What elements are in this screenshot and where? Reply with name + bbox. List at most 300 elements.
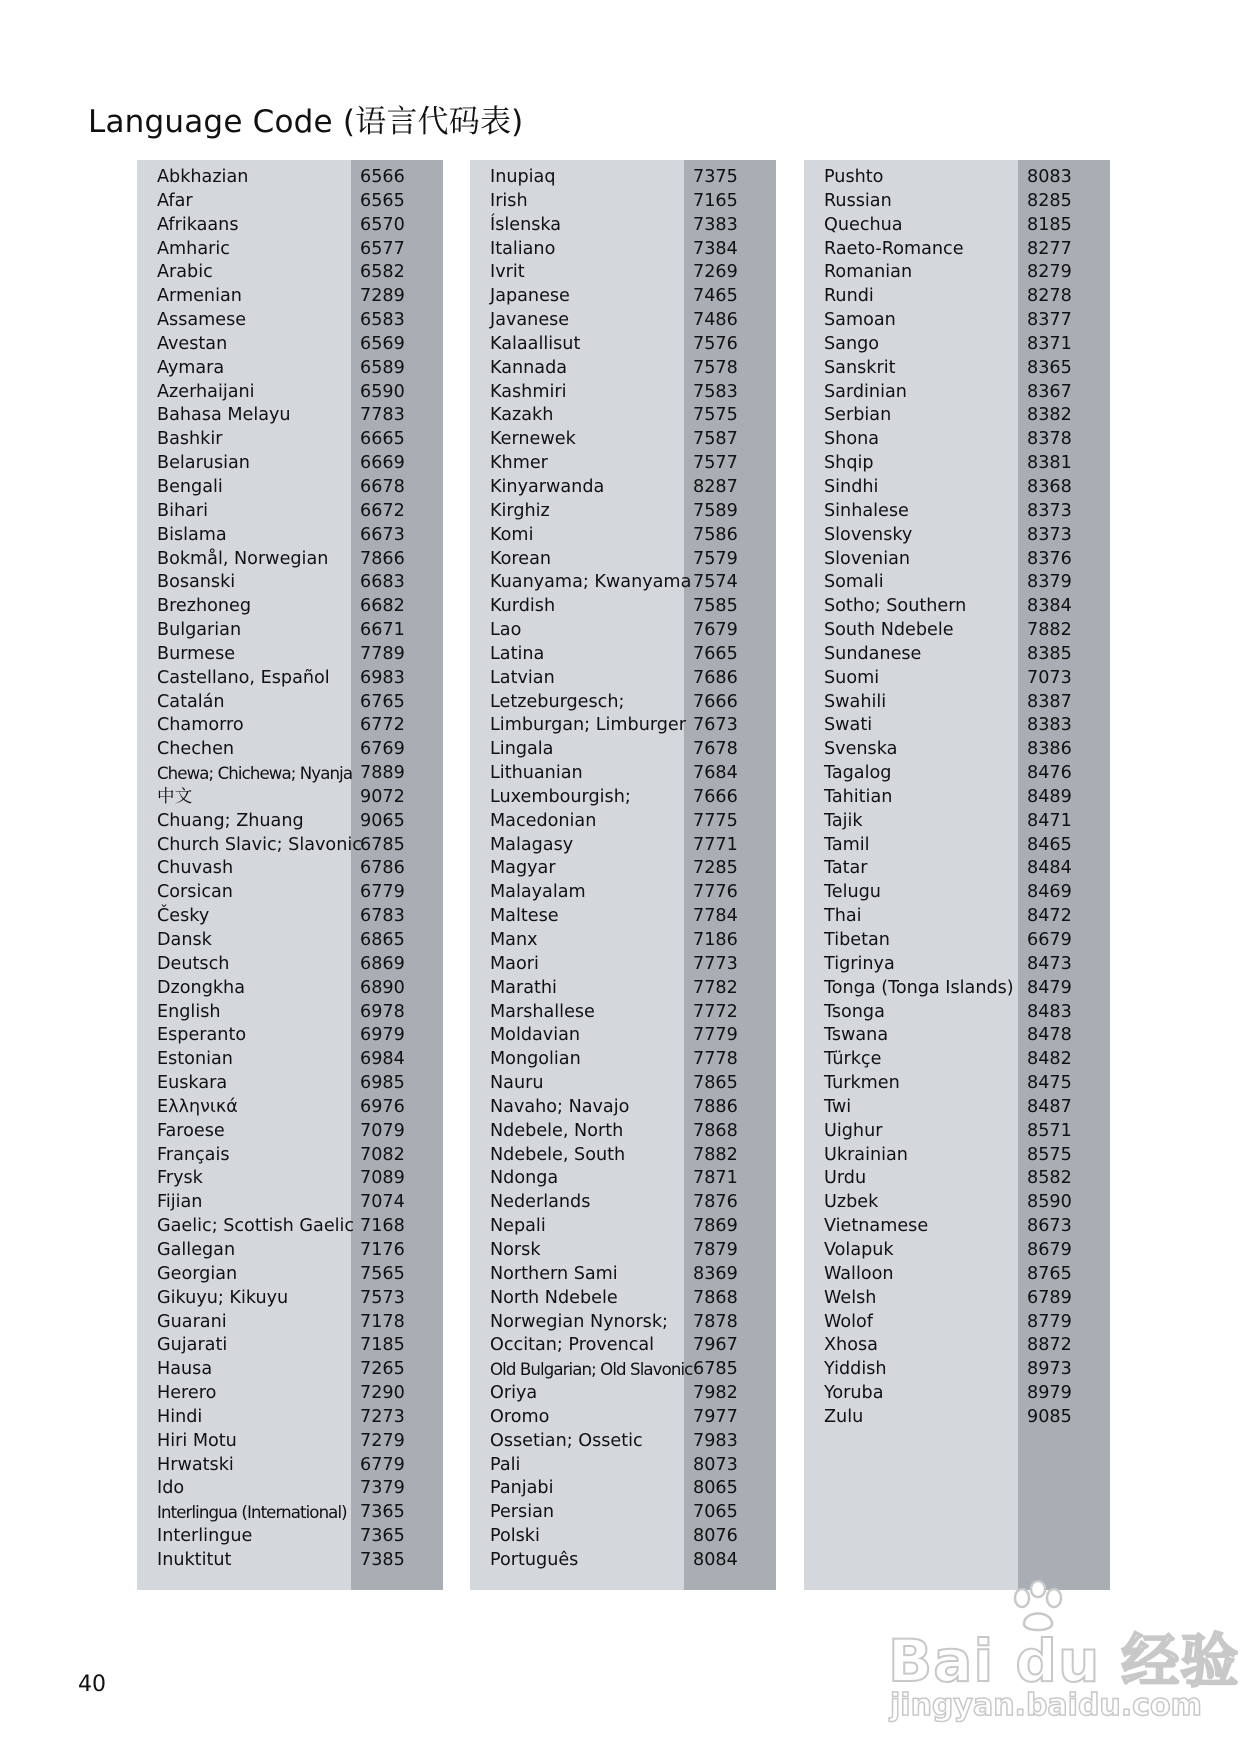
language-name: Suomi bbox=[824, 667, 880, 688]
language-name: Ndebele, South bbox=[490, 1144, 626, 1165]
language-code: 7186 bbox=[693, 930, 738, 950]
language-row bbox=[804, 857, 1110, 881]
language-name: Dzongkha bbox=[157, 977, 245, 998]
language-code: 8285 bbox=[1027, 190, 1072, 211]
language-code: 7889 bbox=[360, 763, 405, 784]
language-row bbox=[804, 714, 1110, 738]
language-name: Svenska bbox=[824, 739, 898, 760]
language-name: Sango bbox=[824, 333, 880, 354]
language-code: 8473 bbox=[1027, 953, 1072, 974]
language-row bbox=[137, 1525, 443, 1549]
language-row bbox=[470, 1144, 776, 1168]
language-code: 7772 bbox=[693, 1001, 738, 1022]
language-row bbox=[470, 452, 776, 476]
language-code: 7784 bbox=[693, 906, 738, 927]
language-name: Gujarati bbox=[157, 1335, 228, 1356]
language-name: Arabic bbox=[157, 262, 213, 283]
language-name: Quechua bbox=[824, 214, 903, 235]
language-code: 8073 bbox=[693, 1454, 738, 1475]
language-code: 7178 bbox=[360, 1311, 405, 1332]
language-row bbox=[470, 786, 776, 810]
language-code: 6590 bbox=[360, 381, 405, 402]
language-code: 8373 bbox=[1027, 500, 1072, 521]
language-name: Moldavian bbox=[490, 1025, 581, 1046]
language-code: 7684 bbox=[693, 763, 738, 784]
language-row bbox=[470, 524, 776, 548]
language-code: 6779 bbox=[360, 882, 405, 903]
language-name: Bahasa Melayu bbox=[157, 405, 291, 426]
language-row bbox=[804, 762, 1110, 786]
language-row bbox=[470, 381, 776, 405]
language-name: Kalaallisut bbox=[490, 333, 581, 354]
language-code: 7589 bbox=[693, 500, 738, 521]
language-name: Occitan; Provencal bbox=[490, 1335, 655, 1356]
language-code: 7573 bbox=[360, 1287, 405, 1308]
language-name: Samoan bbox=[824, 310, 896, 331]
language-row bbox=[137, 1215, 443, 1239]
language-row bbox=[137, 762, 443, 786]
language-row bbox=[804, 404, 1110, 428]
language-code: 6566 bbox=[360, 167, 405, 187]
language-row bbox=[137, 1024, 443, 1048]
language-name: Abkhazian bbox=[157, 167, 249, 187]
language-name: Romanian bbox=[824, 262, 913, 283]
language-code: 8279 bbox=[1027, 262, 1072, 283]
language-name: Chechen bbox=[157, 739, 235, 760]
language-code: 8979 bbox=[1027, 1383, 1072, 1404]
language-row bbox=[470, 1024, 776, 1048]
language-code: 7871 bbox=[693, 1168, 738, 1189]
language-row bbox=[470, 1334, 776, 1358]
language-code: 7666 bbox=[693, 786, 738, 807]
language-name: Nederlands bbox=[490, 1192, 591, 1213]
language-name: Ndonga bbox=[490, 1168, 559, 1189]
language-row bbox=[137, 667, 443, 691]
language-row bbox=[137, 1144, 443, 1168]
language-code: 6673 bbox=[360, 524, 405, 545]
language-code: 6769 bbox=[360, 739, 405, 760]
language-name: Irish bbox=[490, 190, 528, 211]
language-name: Sundanese bbox=[824, 643, 922, 664]
language-row bbox=[804, 834, 1110, 858]
language-name: Amharic bbox=[157, 238, 230, 259]
language-code: 8478 bbox=[1027, 1025, 1072, 1046]
language-row bbox=[137, 643, 443, 667]
language-name: Turkmen bbox=[824, 1073, 900, 1094]
language-row bbox=[137, 691, 443, 715]
language-row bbox=[804, 1287, 1110, 1311]
language-name: Norsk bbox=[490, 1239, 541, 1260]
language-code: 7673 bbox=[693, 715, 738, 736]
language-row bbox=[804, 1096, 1110, 1120]
language-code: 8287 bbox=[693, 476, 738, 497]
language-row bbox=[470, 548, 776, 572]
language-code: 8386 bbox=[1027, 739, 1072, 760]
language-code: 7065 bbox=[693, 1502, 738, 1523]
language-code: 8482 bbox=[1027, 1049, 1072, 1070]
language-name: Panjabi bbox=[490, 1478, 554, 1499]
language-name: Bulgarian bbox=[157, 620, 242, 641]
language-row bbox=[470, 1501, 776, 1525]
language-row bbox=[804, 524, 1110, 548]
language-name: Thai bbox=[824, 906, 862, 927]
language-code: 6582 bbox=[360, 262, 405, 283]
language-row bbox=[137, 1334, 443, 1358]
language-row bbox=[470, 1048, 776, 1072]
language-name: Castellano, Español bbox=[157, 667, 330, 688]
baidu-jingyan-watermark bbox=[880, 1580, 1240, 1730]
language-code: 7375 bbox=[693, 167, 738, 187]
language-code: 7577 bbox=[693, 453, 738, 474]
language-row bbox=[804, 1072, 1110, 1096]
language-code: 9065 bbox=[360, 810, 405, 831]
language-row bbox=[804, 953, 1110, 977]
language-code: 7583 bbox=[693, 381, 738, 402]
language-code: 8278 bbox=[1027, 286, 1072, 307]
language-name: Kurdish bbox=[490, 596, 556, 617]
language-row bbox=[470, 1072, 776, 1096]
language-code: 7679 bbox=[693, 620, 738, 641]
language-name: Nepali bbox=[490, 1216, 546, 1237]
language-code: 7269 bbox=[693, 262, 738, 283]
language-row bbox=[804, 476, 1110, 500]
language-row bbox=[137, 1096, 443, 1120]
language-row bbox=[470, 166, 776, 190]
language-name: Luxembourgish; bbox=[490, 786, 631, 807]
language-name: Khmer bbox=[490, 453, 548, 474]
language-row bbox=[470, 1167, 776, 1191]
language-code: 8571 bbox=[1027, 1120, 1072, 1141]
language-name: Ossetian; Ossetic bbox=[490, 1430, 643, 1451]
language-row bbox=[804, 357, 1110, 381]
language-code: 8673 bbox=[1027, 1216, 1072, 1237]
language-name: Dansk bbox=[157, 930, 212, 950]
language-row bbox=[470, 1191, 776, 1215]
language-name: Inupiaq bbox=[490, 167, 556, 187]
language-code: 8679 bbox=[1027, 1239, 1072, 1260]
language-name: Ivrit bbox=[490, 262, 525, 283]
language-code: 7176 bbox=[360, 1239, 405, 1260]
language-name: Česky bbox=[157, 906, 210, 927]
language-code: 8575 bbox=[1027, 1144, 1072, 1165]
language-code: 7384 bbox=[693, 238, 738, 259]
language-name: Urdu bbox=[824, 1168, 867, 1189]
language-row bbox=[137, 786, 443, 810]
language-name: Interlingua (International) bbox=[157, 1503, 347, 1523]
language-code: 7783 bbox=[360, 405, 405, 426]
language-name: Wolof bbox=[824, 1311, 873, 1332]
language-code: 7285 bbox=[693, 858, 738, 879]
language-code: 8382 bbox=[1027, 405, 1072, 426]
language-name: Armenian bbox=[157, 286, 242, 307]
language-name: Tibetan bbox=[824, 930, 890, 950]
language-row bbox=[137, 1358, 443, 1382]
language-row bbox=[137, 881, 443, 905]
language-name: Welsh bbox=[824, 1287, 877, 1308]
language-row bbox=[470, 190, 776, 214]
language-row bbox=[470, 1263, 776, 1287]
language-code: 8185 bbox=[1027, 214, 1072, 235]
language-row bbox=[470, 595, 776, 619]
language-code: 8368 bbox=[1027, 476, 1072, 497]
language-row bbox=[470, 357, 776, 381]
language-name: Raeto-Romance bbox=[824, 238, 964, 259]
language-row bbox=[137, 1167, 443, 1191]
language-row bbox=[804, 381, 1110, 405]
language-code: 8582 bbox=[1027, 1168, 1072, 1189]
language-code: 7878 bbox=[693, 1311, 738, 1332]
language-name: Tamil bbox=[824, 834, 870, 855]
language-row bbox=[137, 1549, 443, 1573]
language-name: South Ndebele bbox=[824, 620, 954, 641]
language-row bbox=[137, 738, 443, 762]
language-row bbox=[137, 548, 443, 572]
language-name: Tsonga bbox=[824, 1001, 885, 1022]
language-name: Manx bbox=[490, 930, 538, 950]
page-title: Language Code (语言代码表) bbox=[88, 104, 524, 140]
language-row bbox=[804, 977, 1110, 1001]
language-code: 7585 bbox=[693, 596, 738, 617]
language-code: 7666 bbox=[693, 691, 738, 712]
language-name: English bbox=[157, 1001, 221, 1022]
language-row bbox=[470, 1239, 776, 1263]
language-code: 7073 bbox=[1027, 667, 1072, 688]
language-name: Polski bbox=[490, 1526, 540, 1547]
page-number: 40 bbox=[78, 1672, 106, 1697]
language-code: 7869 bbox=[693, 1216, 738, 1237]
language-code: 6583 bbox=[360, 310, 405, 331]
language-name: Euskara bbox=[157, 1073, 228, 1094]
language-row bbox=[137, 1287, 443, 1311]
language-name: Português bbox=[490, 1549, 579, 1570]
language-code: 6976 bbox=[360, 1096, 405, 1117]
language-name: Guarani bbox=[157, 1311, 227, 1332]
language-name: Tswana bbox=[824, 1025, 889, 1046]
language-code: 7866 bbox=[360, 548, 405, 569]
language-name: Bengali bbox=[157, 476, 223, 497]
language-name: Malayalam bbox=[490, 882, 586, 903]
language-name: Slovenian bbox=[824, 548, 911, 569]
language-code: 8367 bbox=[1027, 381, 1072, 402]
language-name: Kazakh bbox=[490, 405, 554, 426]
language-code: 7776 bbox=[693, 882, 738, 903]
language-name: Fijian bbox=[157, 1192, 203, 1213]
language-row bbox=[470, 762, 776, 786]
language-name: Íslenska bbox=[490, 214, 562, 235]
language-code: 7967 bbox=[693, 1335, 738, 1356]
language-row bbox=[804, 1048, 1110, 1072]
language-code: 7089 bbox=[360, 1168, 405, 1189]
language-name: Tahitian bbox=[824, 786, 893, 807]
language-name: Japanese bbox=[490, 286, 570, 307]
language-name: Chamorro bbox=[157, 715, 244, 736]
language-name: Sanskrit bbox=[824, 357, 896, 378]
language-name: Sindhi bbox=[824, 476, 879, 497]
language-code: 7586 bbox=[693, 524, 738, 545]
language-row bbox=[470, 643, 776, 667]
language-name: Tajik bbox=[824, 810, 863, 831]
language-code: 6979 bbox=[360, 1025, 405, 1046]
language-code: 7289 bbox=[360, 286, 405, 307]
language-row bbox=[470, 1358, 776, 1382]
language-name: Burmese bbox=[157, 643, 236, 664]
language-row bbox=[470, 1001, 776, 1025]
language-row bbox=[137, 1477, 443, 1501]
language-name: Malagasy bbox=[490, 834, 574, 855]
language-name: Uighur bbox=[824, 1120, 883, 1141]
language-name: Maori bbox=[490, 953, 539, 974]
language-code: 7290 bbox=[360, 1383, 405, 1404]
language-code: 7082 bbox=[360, 1144, 405, 1165]
language-code: 7575 bbox=[693, 405, 738, 426]
language-code: 8872 bbox=[1027, 1335, 1072, 1356]
language-code: 8365 bbox=[1027, 357, 1072, 378]
language-code: 7383 bbox=[693, 214, 738, 235]
language-name: Sinhalese bbox=[824, 500, 909, 521]
language-row bbox=[804, 1167, 1110, 1191]
language-code: 7265 bbox=[360, 1359, 405, 1380]
language-code: 7886 bbox=[693, 1096, 738, 1117]
language-row bbox=[804, 881, 1110, 905]
language-name: Français bbox=[157, 1144, 230, 1165]
language-row bbox=[804, 810, 1110, 834]
language-name: Mongolian bbox=[490, 1049, 581, 1070]
language-row bbox=[137, 1430, 443, 1454]
language-row bbox=[470, 1477, 776, 1501]
language-name: Chewa; Chichewa; Nyanja bbox=[157, 764, 353, 784]
language-rows bbox=[470, 166, 776, 1573]
language-name: Yiddish bbox=[824, 1359, 887, 1380]
language-code: 7868 bbox=[693, 1120, 738, 1141]
language-row bbox=[804, 500, 1110, 524]
language-name: Xhosa bbox=[824, 1335, 878, 1356]
language-row bbox=[137, 977, 443, 1001]
language-row bbox=[137, 309, 443, 333]
language-code: 7574 bbox=[693, 572, 738, 593]
language-code: 7565 bbox=[360, 1263, 405, 1284]
language-code: 6785 bbox=[693, 1359, 738, 1380]
language-name: Kernewek bbox=[490, 429, 576, 450]
language-row bbox=[470, 500, 776, 524]
language-name: Kirghiz bbox=[490, 500, 550, 521]
language-row bbox=[137, 524, 443, 548]
language-name: Afar bbox=[157, 190, 193, 211]
language-name: Herero bbox=[157, 1383, 217, 1404]
language-code: 6772 bbox=[360, 715, 405, 736]
language-name: Pushto bbox=[824, 167, 884, 187]
language-name: Hausa bbox=[157, 1359, 213, 1380]
language-table-column-3 bbox=[804, 160, 1110, 1590]
language-name: Komi bbox=[490, 524, 534, 545]
language-row bbox=[470, 1096, 776, 1120]
language-row bbox=[470, 714, 776, 738]
language-row bbox=[137, 1239, 443, 1263]
language-name: Maltese bbox=[490, 906, 559, 927]
language-name: Deutsch bbox=[157, 953, 230, 974]
language-row bbox=[137, 190, 443, 214]
language-code: 7865 bbox=[693, 1073, 738, 1094]
language-row bbox=[137, 834, 443, 858]
language-row bbox=[137, 953, 443, 977]
language-row bbox=[137, 1263, 443, 1287]
language-code: 7868 bbox=[693, 1287, 738, 1308]
language-row bbox=[137, 905, 443, 929]
language-name: Chuvash bbox=[157, 858, 234, 879]
language-name: Italiano bbox=[490, 238, 556, 259]
language-row bbox=[470, 953, 776, 977]
language-code: 8489 bbox=[1027, 786, 1072, 807]
language-name: Aymara bbox=[157, 357, 225, 378]
language-row bbox=[137, 381, 443, 405]
language-code: 7465 bbox=[693, 286, 738, 307]
language-code: 7983 bbox=[693, 1430, 738, 1451]
language-row bbox=[804, 905, 1110, 929]
language-row bbox=[804, 285, 1110, 309]
language-code: 8765 bbox=[1027, 1263, 1072, 1284]
language-code: 7882 bbox=[1027, 620, 1072, 641]
language-name: Azerhaijani bbox=[157, 381, 255, 402]
language-name: Bosanski bbox=[157, 572, 236, 593]
language-row bbox=[470, 476, 776, 500]
language-name: North Ndebele bbox=[490, 1287, 618, 1308]
language-row bbox=[470, 285, 776, 309]
language-code: 6665 bbox=[360, 429, 405, 450]
language-name: Northern Sami bbox=[490, 1263, 618, 1284]
language-code: 8381 bbox=[1027, 453, 1072, 474]
language-code: 8076 bbox=[693, 1526, 738, 1547]
language-code: 8378 bbox=[1027, 429, 1072, 450]
language-code: 8383 bbox=[1027, 715, 1072, 736]
language-name: Oromo bbox=[490, 1406, 550, 1427]
language-code: 6985 bbox=[360, 1073, 405, 1094]
language-name: Swati bbox=[824, 715, 873, 736]
language-code: 7879 bbox=[693, 1239, 738, 1260]
language-name: 中文 bbox=[157, 786, 193, 807]
language-code: 6577 bbox=[360, 238, 405, 259]
language-code: 6565 bbox=[360, 190, 405, 211]
language-row bbox=[804, 452, 1110, 476]
language-code: 6683 bbox=[360, 572, 405, 593]
language-name: Marathi bbox=[490, 977, 557, 998]
language-row bbox=[137, 333, 443, 357]
language-row bbox=[804, 643, 1110, 667]
language-row bbox=[804, 1239, 1110, 1263]
language-row bbox=[804, 261, 1110, 285]
language-row bbox=[470, 691, 776, 715]
language-row bbox=[470, 1311, 776, 1335]
language-code: 6786 bbox=[360, 858, 405, 879]
language-name: Kinyarwanda bbox=[490, 476, 605, 497]
language-code: 6789 bbox=[1027, 1287, 1072, 1308]
language-row bbox=[804, 428, 1110, 452]
language-code: 7385 bbox=[360, 1549, 405, 1570]
language-name: Ελληνικά bbox=[157, 1096, 238, 1117]
language-name: Ukrainian bbox=[824, 1144, 908, 1165]
language-name: Georgian bbox=[157, 1263, 238, 1284]
language-row bbox=[804, 1382, 1110, 1406]
language-name: Assamese bbox=[157, 310, 247, 331]
language-code: 7882 bbox=[693, 1144, 738, 1165]
language-row bbox=[137, 357, 443, 381]
language-name: Bokmål, Norwegian bbox=[157, 548, 329, 569]
language-rows bbox=[137, 166, 443, 1573]
language-code: 6779 bbox=[360, 1454, 405, 1475]
language-code: 6765 bbox=[360, 691, 405, 712]
language-row bbox=[137, 1454, 443, 1478]
language-name: Pali bbox=[490, 1454, 521, 1475]
language-code: 7789 bbox=[360, 643, 405, 664]
language-name: Letzeburgesch; bbox=[490, 691, 625, 712]
